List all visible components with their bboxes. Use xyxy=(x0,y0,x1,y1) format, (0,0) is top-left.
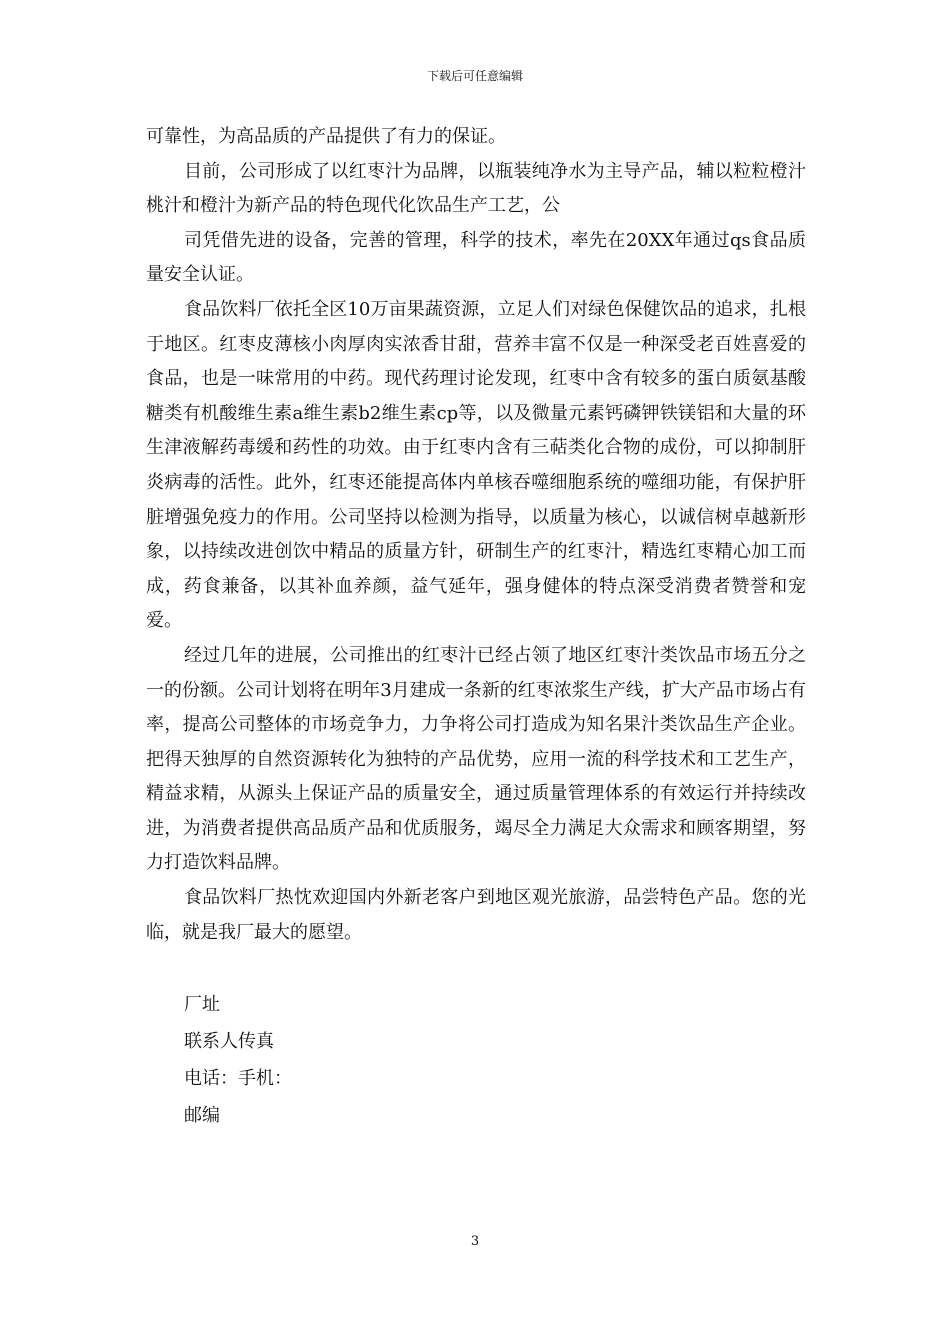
paragraph-1: 可靠性，为高品质的产品提供了有力的保证。 xyxy=(146,126,506,147)
page-number: 3 xyxy=(470,1234,480,1249)
address-label: 厂址 xyxy=(184,994,220,1016)
phone-mobile-label: 电话：手机： xyxy=(184,1068,292,1090)
contact-fax-label: 联系人传真 xyxy=(184,1031,274,1053)
document-body xyxy=(146,120,806,1134)
paragraph-5: 经过几年的进展，公司推出的红枣汁已经占领了地区红枣汁类饮品市场五分之一的份额。公司计划将在明年3月建成一条新的红枣浓浆生产线，扩大产品市场占有率，提高公司整体的市场竞争力，力争将公司打造成为知名果汁类饮品生产企业。把得天独厚的自然资源转化为独特的产品优势，应用一流的科学技术和工艺生产，精益求精，从源头上保证产品的质量安全，通过质量管理体系的有效运行并持续改进，为消费者提供高品质产品和优质服务，竭尽全力满足大众需求和顾客期望，努力打造饮料品牌。 xyxy=(146,644,806,874)
paragraph-3: 司凭借先进的设备，完善的管理，科学的技术，率先在20XX年通过qs食品质量安全认证。 xyxy=(146,229,806,286)
paragraph-2: 目前，公司形成了以红枣汁为品牌，以瓶装纯净水为主导产品，辅以粒粒橙汁桃汁和橙汁为新产品的特色现代化饮品生产工艺，公 xyxy=(146,160,806,217)
contact-block xyxy=(146,986,806,1134)
paragraph-6: 食品饮料厂热忱欢迎国内外新老客户到地区观光旅游，品尝特色产品。您的光临，就是我厂最大的愿望。 xyxy=(146,887,806,943)
paragraph-4: 食品饮料厂依托全区10万亩果蔬资源，立足人们对绿色保健饮品的追求，扎根于地区。红枣皮薄核小肉厚肉实浓香甘甜，营养丰富不仅是一种深受老百姓喜爱的食品，也是一味常用的中药。现代药理讨论发现，红枣中含有较多的蛋白质氨基酸糖类有机酸维生素a维生素b2维生素cp等，以及微量元素钙磷钾铁镁铝和大量的环生津液解药毒缓和药性的功效。由于红枣内含有三萜类化合物的成份，可以抑制肝炎病毒的活性。此外，红枣还能提高体内单核吞噬细胞系统的噬细功能，有保护肝脏增强免疫力的作用。公司坚持以检测为指导，以质量为核心，以诚信树卓越新形象，以持续改进创饮中精品的质量方针，研制生产的红枣汁，精选红枣精心加工而成，药食兼备，以其补血养颜，益气延年，强身健体的特点深受消费者赞誉和宠爱。 xyxy=(146,298,806,632)
postcode-label: 邮编 xyxy=(184,1105,220,1127)
page-header: 下载后可任意编辑 xyxy=(426,69,523,83)
